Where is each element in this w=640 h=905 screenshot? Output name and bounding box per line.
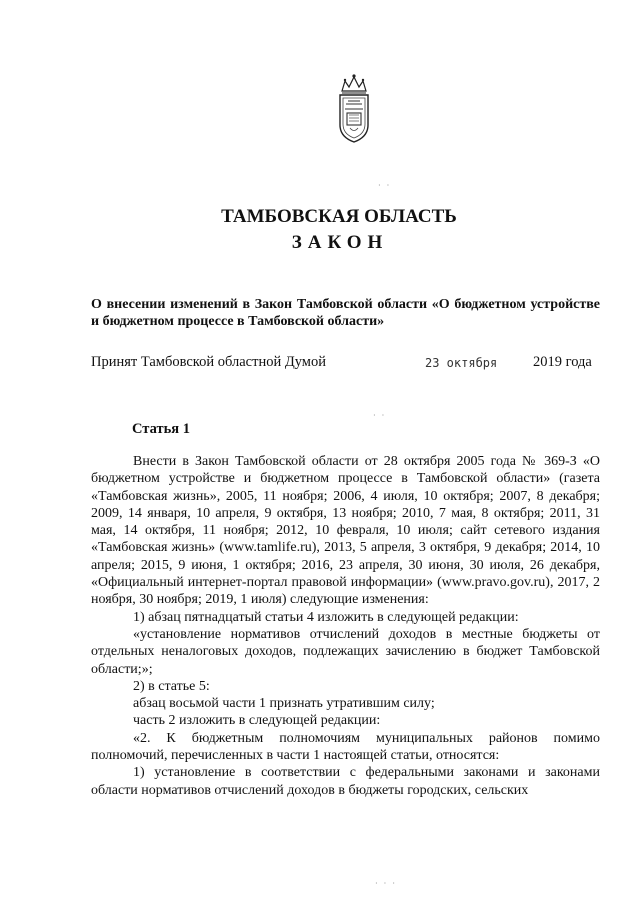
adoption-year: 2019 года	[533, 354, 592, 370]
adoption-label: Принят Тамбовской областной Думой	[91, 354, 326, 370]
paragraph: «установление нормативов отчислений доходов в местные бюджеты от отдельных неналоговых доходов, подлежащих зачислению в бюджет Тамбовской области;»;	[91, 626, 600, 677]
paragraph: «2. К бюджетным полномочиям муниципальных районов помимо полномочий, перечисленных в части 1 настоящей статьи, относятся:	[91, 730, 600, 764]
law-subject: О внесении изменений в Закон Тамбовской области «О бюджетном устройстве и бюджетном процессе в Тамбовской области»	[91, 297, 600, 329]
scan-speck: · ·	[373, 411, 387, 420]
paragraph: абзац восьмой части 1 признать утратившим силу;	[133, 696, 435, 712]
adoption-date: 23 октября	[425, 356, 498, 370]
law-title: ЗАКОН	[291, 232, 389, 253]
article-heading: Статья 1	[132, 421, 190, 437]
scan-speck: · · ·	[375, 879, 397, 888]
paragraph: 2) в статье 5:	[133, 678, 210, 694]
paragraph: Внести в Закон Тамбовской области от 28 октября 2005 года № 369-З «О бюджетном устройстве и бюджетном процессе в Тамбовской области» (газета «Тамбовская жизнь», 2005, 11 ноября; 2006, 4 июля, 10 октября; 2007, 8 декабря; 2009, 14 января, 10 апреля, 9 октября, 13 ноября; 2010, 7 мая, 8 октября; 2011, 31 мая, 14 октября, 11 ноября; 2012, 10 февраля, 10 июля; сайт сетевого издания «Тамбовская жизнь» (www.tamlife.ru), 2013, 5 апреля, 3 октября, 9 декабря; 2014, 10 апреля; 2015, 9 июня, 1 октября; 2016, 23 апреля, 30 июня, 30 июля, 26 декабря, «Официальный интернет-портал правовой информации» (www.pravo.gov.ru), 2017, 2 ноября, 30 ноября; 2019, 1 июля) следующие изменения:	[91, 454, 600, 608]
paragraph: часть 2 изложить в следующей редакции:	[133, 713, 381, 729]
scan-speck: · ·	[378, 181, 392, 190]
paragraph: 1) абзац пятнадцатый статьи 4 изложить в следующей редакции:	[133, 609, 519, 625]
paragraph: 1) установление в соответствии с федеральными законами и законами области нормативов отчислений доходов в бюджеты городских, сельских	[91, 765, 600, 798]
coat-of-arms-emblem	[330, 73, 378, 145]
region-title: ТАМБОВСКАЯ ОБЛАСТЬ	[221, 206, 457, 227]
article-body	[91, 453, 600, 799]
